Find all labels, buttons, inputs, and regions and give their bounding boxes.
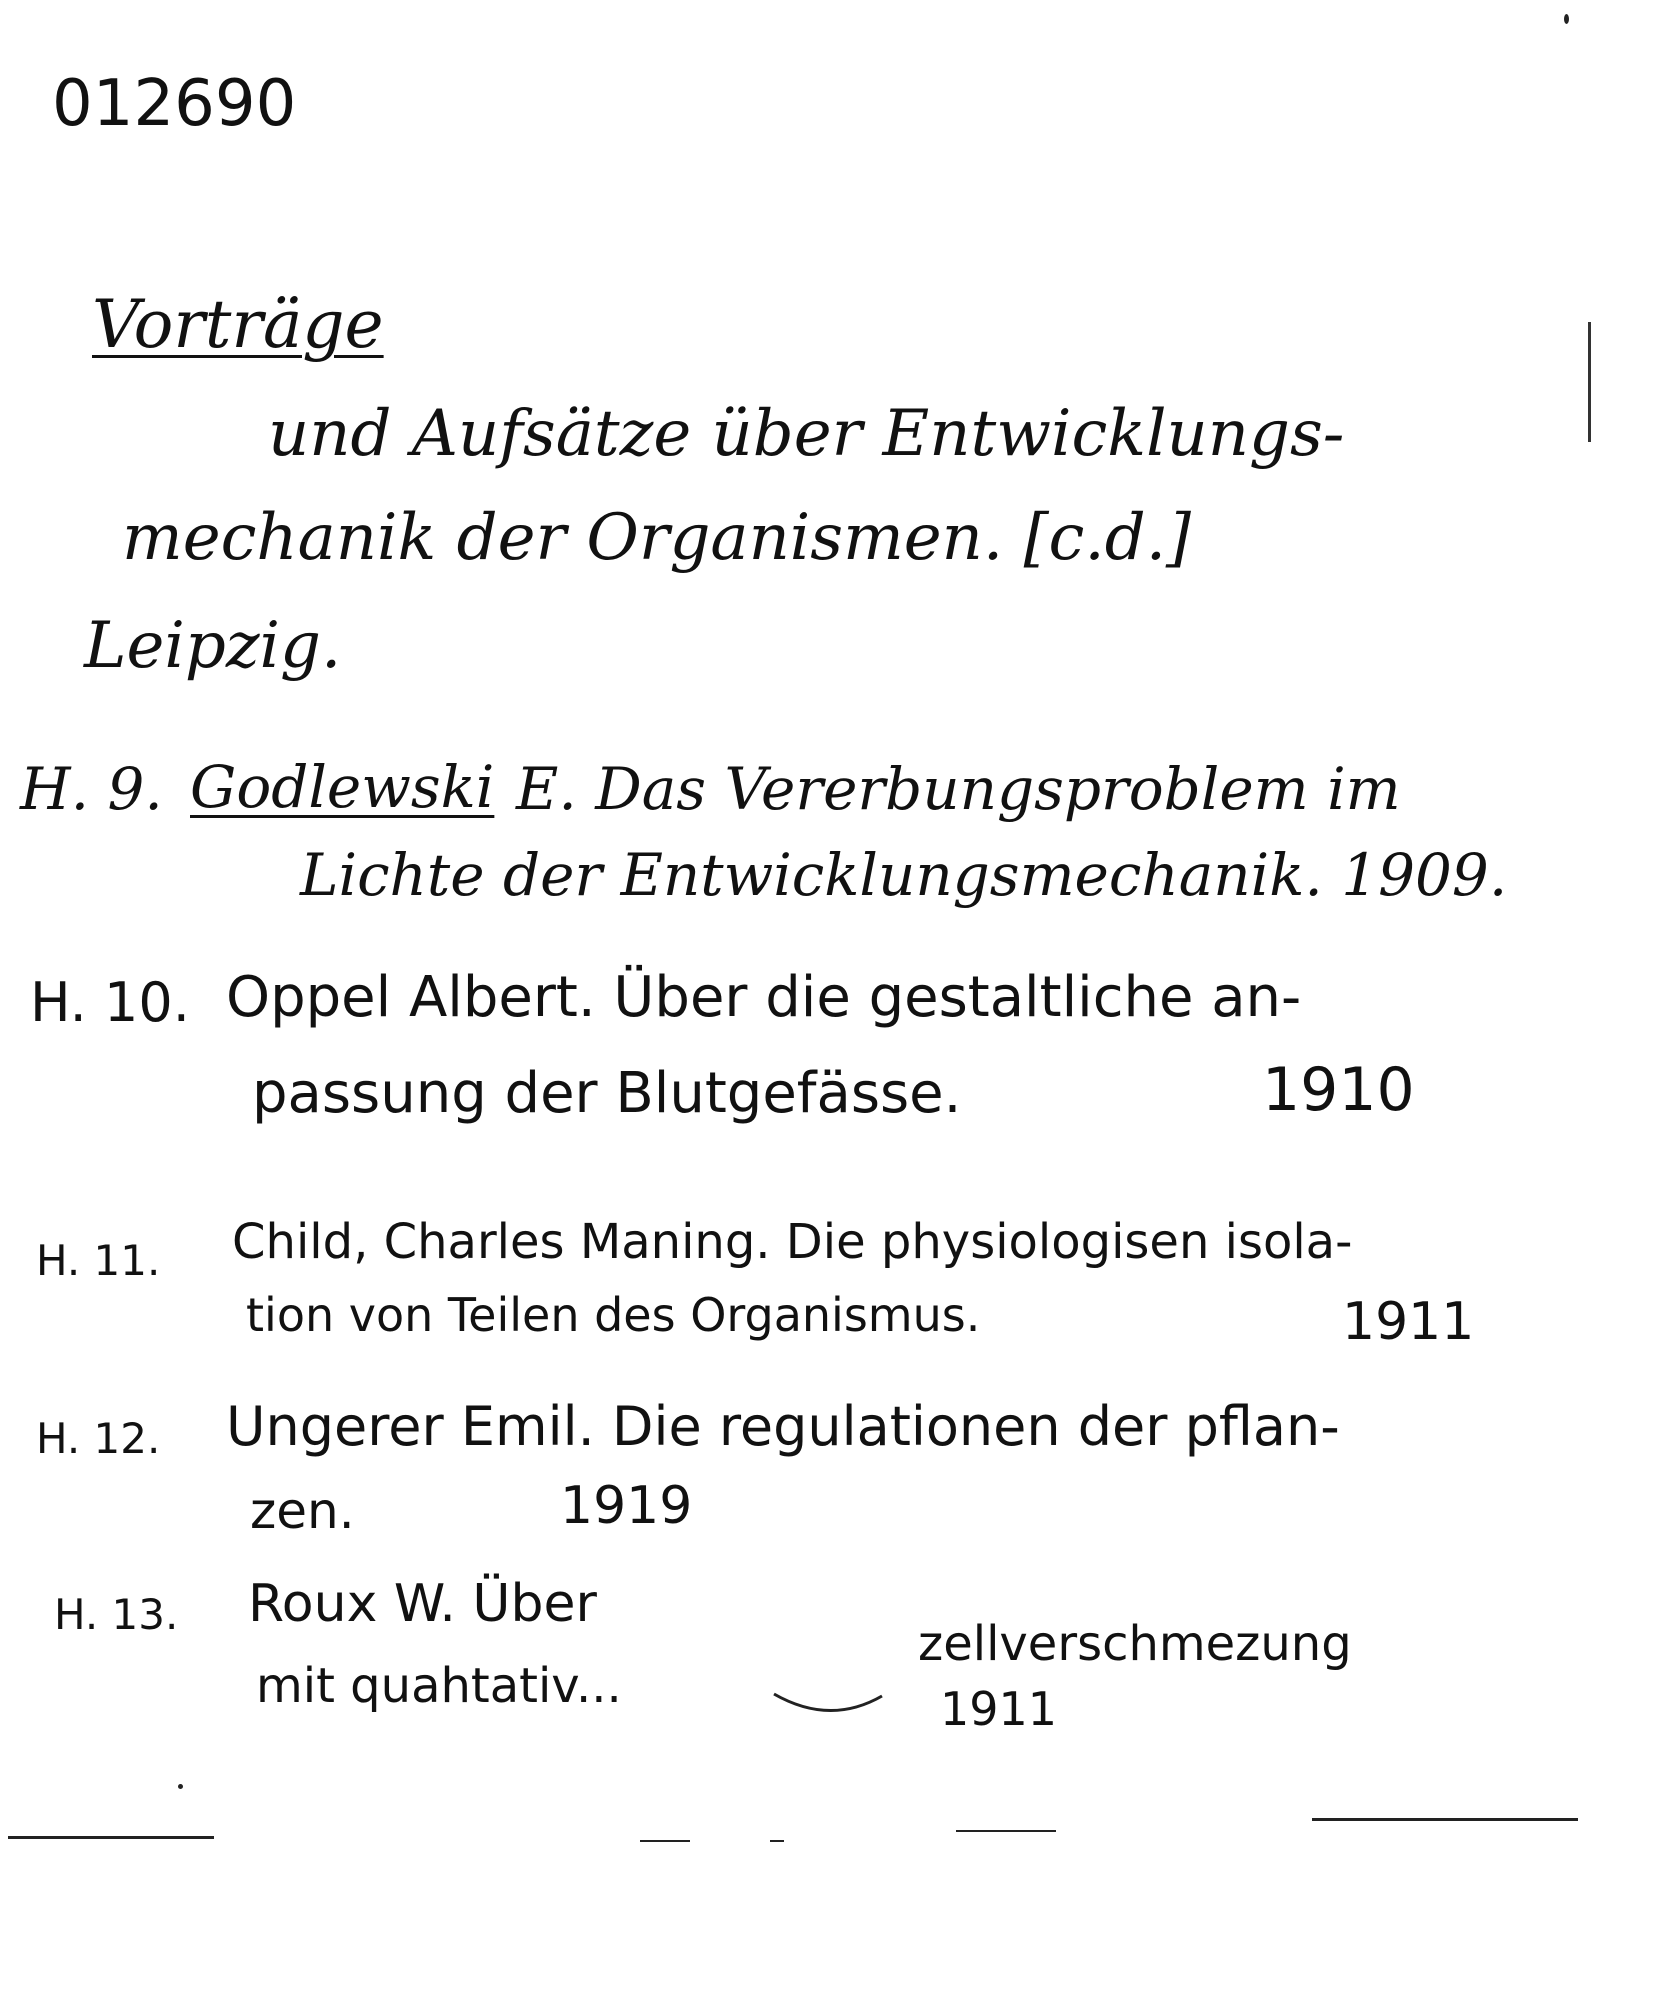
bottom-rule-right-1 — [956, 1830, 1056, 1832]
bottom-rule-mid-1 — [640, 1840, 690, 1842]
entry-h10-number: H. 10. — [30, 971, 190, 1034]
entry-h11-number: H. 11. — [36, 1236, 161, 1285]
top-right-speck — [1564, 14, 1569, 24]
entry-h10-line1: Oppel Albert. Über die gestaltliche an- — [226, 965, 1302, 1030]
entry-h9-line1: E. Das Vererbungsproblem im — [516, 755, 1401, 823]
card-title-continued-2: mechanik der Organismen. [c.d.] — [122, 501, 1191, 575]
bottom-rule-right-2 — [1312, 1818, 1578, 1821]
card-place: Leipzig. — [84, 609, 342, 683]
bottom-speck — [178, 1784, 183, 1789]
entry-h12-line1: Ungerer Emil. Die regulationen der pflan- — [226, 1395, 1340, 1458]
bottom-rule-mid-2 — [770, 1840, 784, 1842]
entry-h11-year: 1911 — [1342, 1292, 1475, 1352]
entry-h9-author: Godlewski — [190, 753, 495, 821]
card-number: 012690 — [52, 67, 297, 141]
entry-h12-line2: zen. — [250, 1482, 355, 1540]
entry-h13-line1: Roux W. Über — [248, 1574, 597, 1634]
connector-stroke — [770, 1686, 890, 1726]
bottom-rule-left — [8, 1836, 214, 1839]
entry-h11-line1: Child, Charles Maning. Die physiologisen isola- — [232, 1214, 1353, 1270]
entry-h9-line2: Lichte der Entwicklungsmechanik. 1909. — [300, 841, 1508, 909]
entry-h13-right2: 1911 — [940, 1682, 1058, 1736]
entry-h13-number: H. 13. — [54, 1590, 179, 1639]
right-margin-line — [1588, 322, 1591, 442]
entry-h12-year: 1919 — [560, 1476, 693, 1536]
card-title: Vorträge — [92, 286, 384, 363]
entry-h13-right1: zellverschmezung — [918, 1616, 1352, 1672]
entry-h10-line2: passung der Blutgefässe. — [252, 1061, 962, 1126]
card-title-continued-1: und Aufsätze über Entwicklungs- — [268, 397, 1345, 471]
entry-h10-year: 1910 — [1262, 1055, 1415, 1125]
entry-h9-number: H. 9. — [20, 755, 163, 823]
entry-h13-line2: mit quahtativ... — [256, 1658, 622, 1714]
entry-h11-line2: tion von Teilen des Organismus. — [246, 1288, 981, 1342]
entry-h12-number: H. 12. — [36, 1414, 161, 1463]
